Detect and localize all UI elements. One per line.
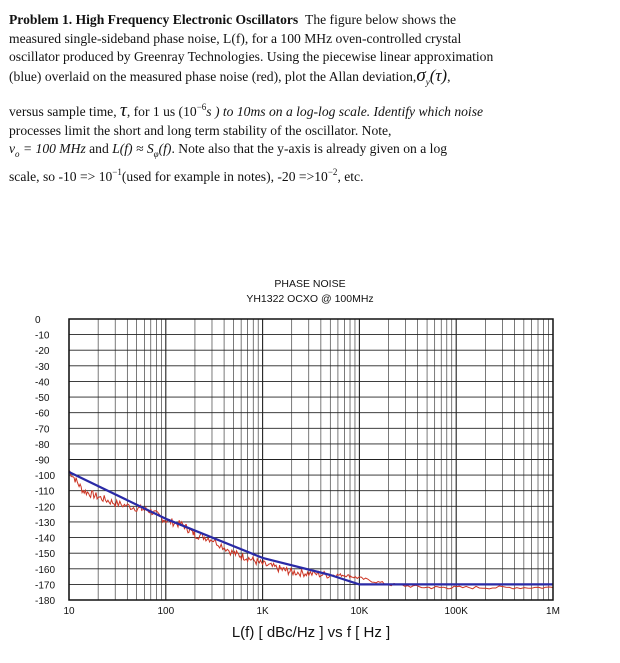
y-tick-label: -10 — [35, 330, 50, 342]
problem-line-6: processes limit the short and long term stability of the oscillator. Note, — [9, 122, 392, 138]
chart-series — [69, 471, 553, 589]
chart-subtitle: YH1322 OCXO @ 100MHz — [246, 293, 374, 305]
x-tick-label: 10K — [350, 606, 369, 617]
line-8-text-a: scale, so -10 => 10 — [9, 169, 113, 184]
y-tick-label: -180 — [35, 596, 56, 607]
x-tick-label: 100K — [444, 606, 468, 617]
y-tick-label: -90 — [35, 455, 50, 467]
line-7-l-of-f: L(f) ≈ S — [112, 141, 154, 156]
x-axis-label: L(f) [ dBc/Hz ] vs f [ Hz ] — [231, 624, 391, 641]
line-7-of-f: (f) — [158, 141, 172, 156]
problem-line-4-text: (blue) overlaid on the measured phase noise (red), plot the Allan deviation, — [9, 68, 417, 84]
problem-line-3: oscillator produced by Greenray Technologies. Using the piecewise linear approximation — [9, 49, 494, 64]
y-tick-label: -30 — [35, 361, 50, 373]
line-7-and: and — [85, 141, 113, 156]
y-tick-labels — [35, 315, 55, 607]
line-5-text-a: versus sample time, — [9, 104, 117, 119]
x-tick-label: 1K — [256, 606, 269, 617]
line-5-text-b: , for 1 us (10 — [126, 104, 197, 119]
nu-subscript: o — [15, 149, 20, 159]
y-tick-label: -160 — [35, 564, 56, 576]
y-tick-label: -100 — [35, 471, 56, 483]
line-8-text-b: (used for example in notes), -20 =>10 — [121, 169, 328, 184]
line-8-text-c: , etc. — [337, 169, 364, 184]
y-tick-label: -20 — [35, 346, 50, 358]
problem-line-1-text: The figure below shows the — [305, 12, 457, 27]
y-tick-label: 0 — [35, 315, 41, 326]
sigma-symbol: σ — [416, 64, 426, 86]
y-tick-label: -170 — [35, 580, 56, 592]
problem-heading: Problem 1. High Frequency Electronic Oscillators — [9, 12, 299, 27]
x-tick-label: 10 — [63, 606, 75, 617]
chart-grid — [69, 319, 553, 600]
y-tick-label: -130 — [35, 517, 56, 529]
y-tick-label: -60 — [35, 408, 50, 420]
x-tick-labels — [63, 606, 560, 617]
tau-paren: (τ) — [429, 65, 448, 85]
approx-series-line — [69, 472, 553, 584]
y-tick-label: -80 — [35, 439, 50, 451]
line-4-comma: , — [447, 68, 451, 84]
line-8-superscript-2: −2 — [327, 167, 338, 177]
line-7-freq: = 100 MHz — [19, 141, 86, 156]
y-tick-label: -150 — [35, 549, 56, 561]
y-tick-label: -140 — [35, 533, 56, 545]
tau-symbol: τ — [120, 100, 127, 121]
line-5-superscript: −6 — [196, 102, 207, 112]
chart-title: PHASE NOISE — [274, 278, 346, 290]
y-tick-label: -120 — [35, 502, 56, 514]
phi-subscript: φ — [153, 149, 159, 159]
line-5-text-c: s ) to 10ms on a log-log scale. Identify which noise — [206, 104, 484, 119]
nu-symbol: ν — [9, 141, 16, 156]
y-tick-label: -40 — [35, 377, 50, 389]
x-tick-label: 100 — [157, 606, 175, 617]
line-8-superscript-1: −1 — [112, 167, 122, 177]
problem-line-2: measured single-sideband phase noise, L(f), for a 100 MHz oven-controlled crystal — [9, 30, 462, 46]
x-tick-label: 1M — [546, 606, 560, 617]
sigma-subscript: y — [425, 76, 430, 87]
line-7-text-e: . Note also that the y-axis is already given on a log — [171, 141, 448, 156]
y-tick-label: -70 — [35, 424, 50, 436]
y-tick-label: -110 — [35, 486, 55, 498]
y-tick-label: -50 — [35, 393, 50, 405]
